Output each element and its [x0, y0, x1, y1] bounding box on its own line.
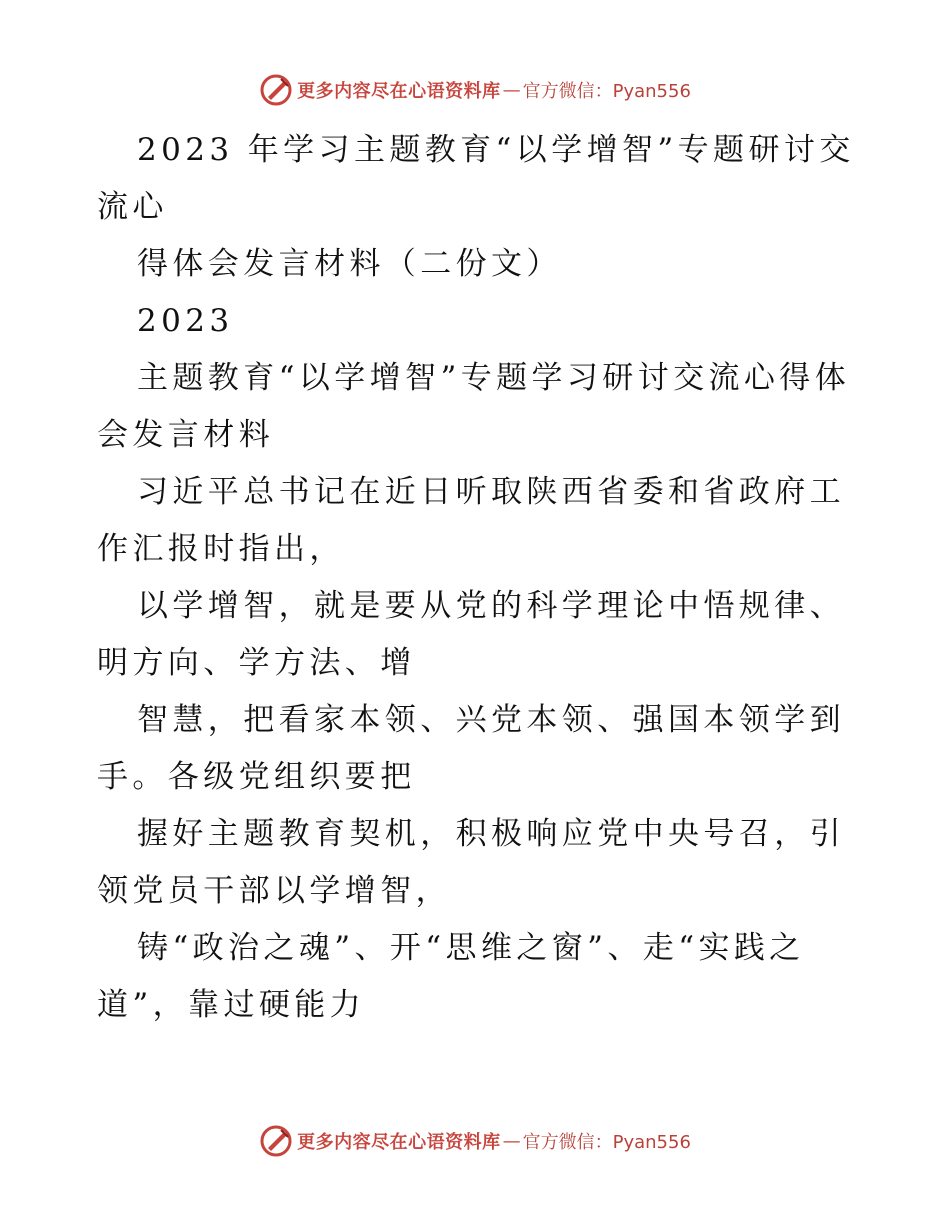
- quill-seal-icon: [259, 73, 293, 107]
- header-watermark: [0, 70, 950, 110]
- paragraph-body-5: 铸“政治之魂”、开“思维之窗”、走“实践之道”，靠过硬能力: [97, 930, 805, 1023]
- quill-seal-icon: [259, 1124, 293, 1158]
- footer-watermark: [0, 1121, 950, 1161]
- paragraph-subtitle: 主题教育“以学增智”专题学习研讨交流心得体会发言材料: [97, 360, 851, 453]
- paragraph-body-2: 以学增智，就是要从党的科学理论中悟规律、明方向、学方法、增: [97, 588, 845, 681]
- paragraph-body-3: 智慧，把看家本领、兴党本领、强国本领学到手。各级党组织要把: [97, 702, 845, 795]
- paragraph-title-line2: 得体会发言材料（二份文）: [137, 246, 562, 282]
- paragraph-body-4: 握好主题教育契机，积极响应党中央号召，引领党员干部以学增智，: [97, 816, 845, 909]
- document-body: [97, 122, 857, 1034]
- paragraph-title-line1: 2023 年学习主题教育“以学增智”专题研讨交流心: [97, 132, 855, 225]
- watermark-main-text: 更多内容尽在心语资料库: [297, 81, 501, 102]
- paragraph-year: 2023: [137, 303, 234, 339]
- watermark-dash: —: [502, 79, 521, 101]
- watermark-dash: —: [502, 1130, 521, 1152]
- watermark-wechat-text: 官方微信：Pyan556: [522, 81, 691, 102]
- paragraph-body-1: 习近平总书记在近日听取陕西省委和省政府工作汇报时指出，: [97, 474, 845, 567]
- watermark-wechat-text: 官方微信：Pyan556: [522, 1132, 691, 1153]
- watermark-main-text: 更多内容尽在心语资料库: [297, 1132, 501, 1153]
